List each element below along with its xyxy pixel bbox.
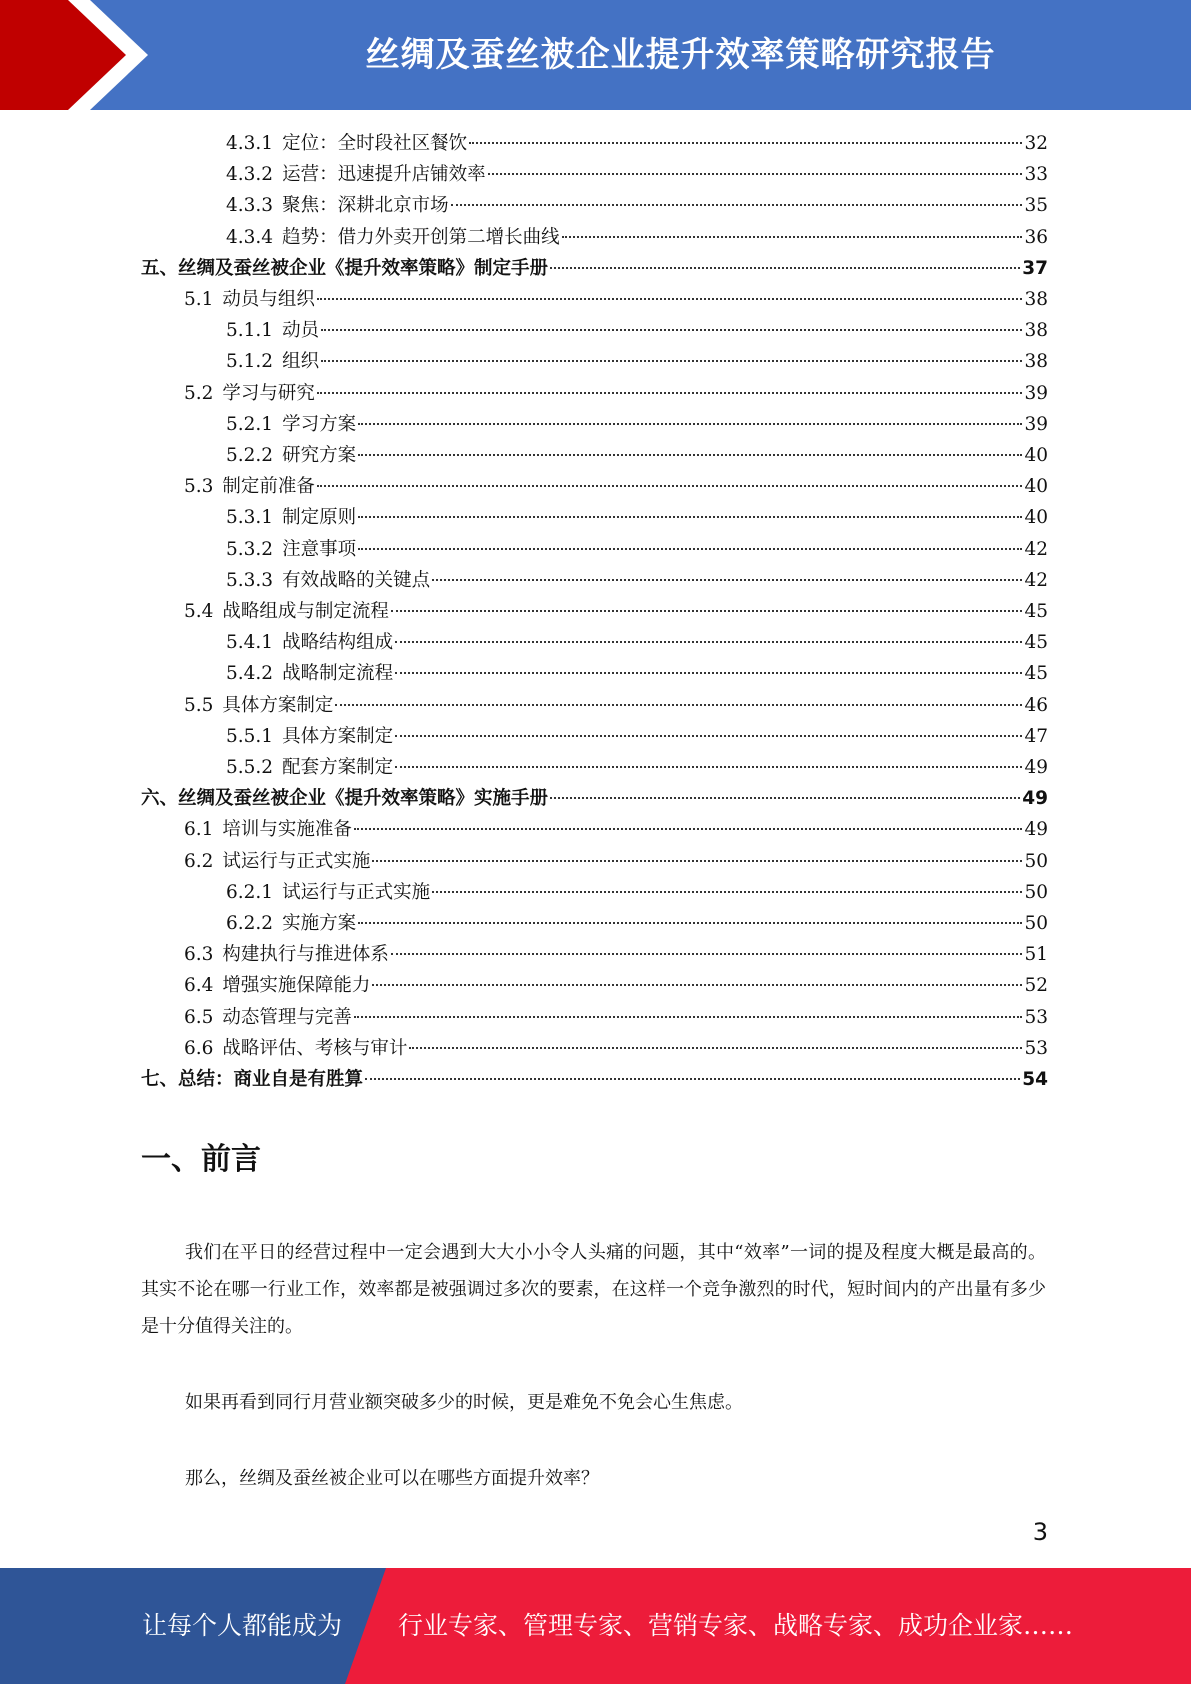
- toc-entry-page-number: 39: [1024, 382, 1048, 404]
- toc-entry-page-number: 38: [1024, 289, 1048, 310]
- toc-entry-title: 增强实施保障能力: [222, 975, 371, 997]
- toc-dot-leader: [358, 454, 1022, 456]
- toc-dot-leader: [358, 423, 1022, 425]
- toc-entry-title: 战略组成与制定流程: [222, 601, 389, 622]
- toc-entry-number: 4.3.4: [226, 226, 274, 248]
- toc-entry-title: 制定原则: [282, 507, 357, 529]
- toc-entry-page-number: 38: [1024, 351, 1048, 373]
- toc-entry[interactable]: [226, 752, 1048, 783]
- toc-entry[interactable]: [226, 565, 1048, 596]
- toc-dot-leader: [365, 1078, 1020, 1080]
- toc-entry-page-number: 50: [1024, 850, 1048, 872]
- toc-entry-number: 4.3.3: [226, 195, 274, 217]
- toc-entry-title: 配套方案制定: [282, 757, 394, 778]
- toc-entry[interactable]: [184, 1002, 1048, 1033]
- toc-entry[interactable]: [184, 284, 1048, 315]
- toc-dot-leader: [354, 1016, 1023, 1018]
- toc-entry-number: 6.4: [184, 975, 214, 997]
- toc-entry-page-number: 53: [1024, 1037, 1048, 1059]
- toc-entry-page-number: 45: [1024, 663, 1048, 685]
- toc-entry-number: 5.3.1: [226, 507, 274, 529]
- toc-entry-number: 5.4: [184, 601, 214, 622]
- toc-entry-number: 6.2: [184, 850, 214, 872]
- toc-entry-title: 构建执行与推进体系: [222, 944, 389, 966]
- toc-entry-title: 六、丝绸及蚕丝被企业《提升效率策略》实施手册: [141, 788, 549, 810]
- toc-entry-title: 战略结构组成: [282, 632, 394, 654]
- toc-entry-page-number: 52: [1024, 975, 1048, 997]
- toc-entry-page-number: 33: [1024, 164, 1048, 186]
- toc-entry-number: 5.5: [184, 694, 214, 716]
- section-heading: 一、前言: [141, 1142, 261, 1177]
- toc-entry-title: 学习方案: [282, 413, 357, 435]
- toc-dot-leader: [395, 735, 1022, 737]
- toc-dot-leader: [372, 984, 1022, 986]
- toc-entry-page-number: 37: [1022, 257, 1048, 279]
- toc-entry-number: 5.2.2: [226, 445, 274, 466]
- toc-entry-page-number: 49: [1024, 819, 1048, 841]
- toc-entry[interactable]: [226, 877, 1048, 908]
- toc-dot-leader: [432, 579, 1022, 581]
- toc-entry[interactable]: [226, 409, 1048, 440]
- toc-dot-leader: [432, 891, 1022, 893]
- toc-entry-title: 研究方案: [282, 445, 357, 466]
- toc-dot-leader: [395, 766, 1022, 768]
- toc-entry[interactable]: [226, 627, 1048, 658]
- toc-entry-page-number: 47: [1024, 725, 1048, 747]
- toc-entry-title: 制定前准备: [222, 476, 315, 498]
- toc-entry[interactable]: [226, 908, 1048, 939]
- toc-entry-title: 聚焦：深耕北京市场: [282, 195, 449, 217]
- footer-slogan-right: 行业专家、管理专家、营销专家、战略专家、成功企业家……: [398, 1611, 1074, 1640]
- toc-dot-leader: [317, 392, 1023, 394]
- toc-entry-number: 5.5.2: [226, 757, 274, 778]
- toc-entry[interactable]: [184, 596, 1048, 627]
- toc-entry-page-number: 53: [1024, 1006, 1048, 1028]
- toc-entry-number: 5.1.2: [226, 351, 274, 373]
- toc-entry-number: 6.1: [184, 819, 214, 841]
- toc-entry-page-number: 35: [1024, 195, 1048, 217]
- toc-entry-number: 5.4.2: [226, 663, 274, 685]
- toc-dot-leader: [550, 797, 1020, 799]
- toc-dot-leader: [354, 828, 1023, 830]
- toc-entry[interactable]: [226, 534, 1048, 565]
- toc-entry-page-number: 54: [1022, 1069, 1048, 1090]
- toc-dot-leader: [395, 641, 1022, 643]
- toc-entry-page-number: 36: [1024, 226, 1048, 248]
- toc-entry-number: 6.2.1: [226, 881, 274, 903]
- toc-entry-page-number: 42: [1024, 538, 1048, 560]
- toc-entry-number: 5.1: [184, 289, 214, 310]
- toc-dot-leader: [358, 548, 1022, 550]
- page-footer: [0, 1568, 1191, 1684]
- toc-entry-page-number: 45: [1024, 601, 1048, 622]
- toc-entry-number: 5.4.1: [226, 632, 274, 654]
- toc-entry-number: 5.3.2: [226, 538, 274, 560]
- toc-entry-title: 学习与研究: [222, 382, 315, 404]
- toc-entry-page-number: 42: [1024, 569, 1048, 591]
- toc-entry-number: 4.3.2: [226, 164, 274, 186]
- report-title: 丝绸及蚕丝被企业提升效率策略研究报告: [365, 35, 996, 75]
- toc-entry-number: 6.3: [184, 944, 214, 966]
- toc-dot-leader: [321, 329, 1022, 331]
- toc-entry-title: 组织: [282, 351, 320, 373]
- toc-entry-title: 五、丝绸及蚕丝被企业《提升效率策略》制定手册: [141, 257, 549, 279]
- toc-entry[interactable]: [184, 471, 1048, 502]
- toc-entry[interactable]: [141, 783, 1048, 814]
- toc-entry-number: 6.6: [184, 1037, 214, 1059]
- toc-dot-leader: [391, 610, 1023, 612]
- toc-dot-leader: [562, 236, 1023, 238]
- body-paragraph: 我们在平日的经营过程中一定会遇到大大小小令人头痛的问题，其中“效率”一词的提及程度大概是最高的。其实不论在哪一行业工作，效率都是被强调过多次的要素，在这样一个竞争激烈的时代，短时间内的产出量有多少是十分值得关注的。: [141, 1242, 1046, 1337]
- body-paragraph: 那么，丝绸及蚕丝被企业可以在哪些方面提升效率？: [185, 1468, 599, 1489]
- toc-dot-leader: [391, 953, 1023, 955]
- toc-entry-page-number: 49: [1024, 757, 1048, 778]
- toc-entry-page-number: 50: [1024, 881, 1048, 903]
- toc-entry[interactable]: [141, 253, 1048, 284]
- toc-entry-number: 5.3.3: [226, 569, 274, 591]
- toc-entry[interactable]: [184, 1033, 1048, 1064]
- toc-entry-title: 注意事项: [282, 538, 357, 560]
- toc-entry[interactable]: [184, 690, 1048, 721]
- toc-entry-title: 实施方案: [282, 913, 357, 934]
- toc-entry-page-number: 40: [1024, 445, 1048, 466]
- toc-dot-leader: [550, 267, 1020, 269]
- toc-entry-title: 七、总结：商业自是有胜算: [141, 1069, 364, 1090]
- toc-entry-page-number: 49: [1022, 788, 1048, 810]
- toc-entry-title: 动态管理与完善: [222, 1006, 352, 1028]
- toc-entry[interactable]: [184, 814, 1048, 845]
- toc-entry-number: 5.2: [184, 382, 214, 404]
- toc-dot-leader: [469, 142, 1022, 144]
- toc-entry[interactable]: [226, 658, 1048, 689]
- toc-entry[interactable]: [141, 1064, 1048, 1095]
- toc-dot-leader: [317, 298, 1023, 300]
- toc-entry-title: 试运行与正式实施: [222, 850, 371, 872]
- toc-entry-number: 4.3.1: [226, 133, 274, 154]
- toc-entry[interactable]: [226, 128, 1048, 159]
- toc-entry[interactable]: [226, 315, 1048, 346]
- toc-dot-leader: [395, 672, 1022, 674]
- toc-entry-title: 趋势：借力外卖开创第二增长曲线: [282, 226, 560, 248]
- toc-entry-page-number: 45: [1024, 632, 1048, 654]
- toc-dot-leader: [321, 360, 1022, 362]
- toc-entry-number: 5.2.1: [226, 413, 274, 435]
- toc-entry[interactable]: [226, 222, 1048, 253]
- toc-entry-page-number: 38: [1024, 320, 1048, 342]
- body-paragraph: 如果再看到同行月营业额突破多少的时候，更是难免不免会心生焦虑。: [185, 1392, 743, 1413]
- toc-entry-page-number: 46: [1024, 694, 1048, 716]
- toc-dot-leader: [372, 860, 1022, 862]
- toc-entry-page-number: 40: [1024, 507, 1048, 529]
- toc-entry-title: 具体方案制定: [282, 725, 394, 747]
- toc-dot-leader: [451, 204, 1023, 206]
- toc-entry-number: 6.2.2: [226, 913, 274, 934]
- toc-entry[interactable]: [226, 440, 1048, 471]
- toc-entry[interactable]: [226, 721, 1048, 752]
- page-number: 3: [1032, 1518, 1048, 1546]
- toc-entry[interactable]: [184, 378, 1048, 409]
- toc-entry-title: 有效战略的关键点: [282, 569, 431, 591]
- toc-entry-title: 具体方案制定: [222, 694, 334, 716]
- toc-entry-number: 5.5.1: [226, 725, 274, 747]
- toc-dot-leader: [317, 485, 1023, 487]
- toc-dot-leader: [335, 704, 1022, 706]
- toc-entry-page-number: 32: [1024, 133, 1048, 154]
- toc-entry-title: 动员: [282, 320, 320, 342]
- toc-entry-page-number: 50: [1024, 913, 1048, 934]
- toc-entry-page-number: 39: [1024, 413, 1048, 435]
- toc-entry[interactable]: [184, 939, 1048, 970]
- toc-dot-leader: [488, 173, 1023, 175]
- toc-entry[interactable]: [184, 846, 1048, 877]
- toc-entry-title: 培训与实施准备: [222, 819, 352, 841]
- toc-entry-page-number: 51: [1024, 944, 1048, 966]
- toc-entry-title: 运营：迅速提升店铺效率: [282, 164, 486, 186]
- toc-dot-leader: [358, 922, 1022, 924]
- toc-entry-title: 试运行与正式实施: [282, 881, 431, 903]
- toc-dot-leader: [358, 516, 1022, 518]
- page-header: [0, 0, 1191, 110]
- toc-entry[interactable]: [184, 970, 1048, 1001]
- toc-entry[interactable]: [226, 346, 1048, 377]
- toc-entry[interactable]: [226, 502, 1048, 533]
- toc-entry-page-number: 40: [1024, 476, 1048, 498]
- footer-slogan-left: 让每个人都能成为: [142, 1611, 343, 1640]
- toc-entry-title: 动员与组织: [222, 289, 315, 310]
- toc-entry-number: 5.1.1: [226, 320, 274, 342]
- toc-entry[interactable]: [226, 159, 1048, 190]
- toc-entry-title: 战略制定流程: [282, 663, 394, 685]
- toc-entry-title: 战略评估、考核与审计: [222, 1037, 408, 1059]
- toc-dot-leader: [409, 1047, 1022, 1049]
- toc-entry-title: 定位：全时段社区餐饮: [282, 133, 468, 154]
- toc-entry-number: 5.3: [184, 476, 214, 498]
- toc-entry-number: 6.5: [184, 1006, 214, 1028]
- toc-entry[interactable]: [226, 190, 1048, 221]
